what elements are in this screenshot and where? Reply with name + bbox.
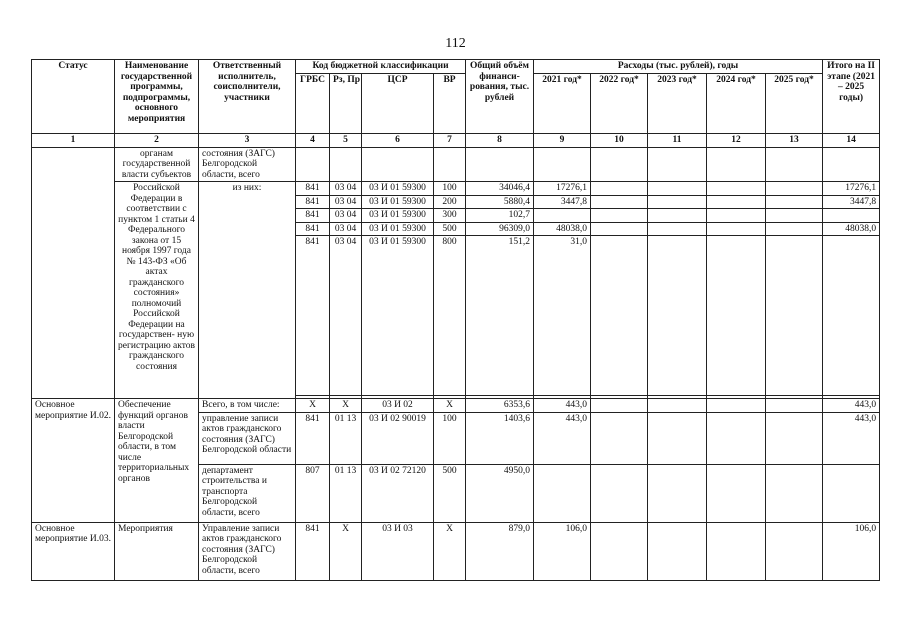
column-number: 10 xyxy=(591,133,648,147)
total-cell: 151,2 xyxy=(466,236,534,396)
y2024-cell xyxy=(707,222,766,236)
header-executor: Ответственный исполнитель, соисполнители, участники xyxy=(199,60,296,134)
y2021-cell: 17276,1 xyxy=(534,182,591,196)
total-cell: 4950,0 xyxy=(466,464,534,522)
vr-cell: 300 xyxy=(434,209,466,223)
y2021-cell xyxy=(534,464,591,522)
column-number: 7 xyxy=(434,133,466,147)
y2025-cell xyxy=(766,222,823,236)
rzpr-cell: 01 13 xyxy=(330,412,362,464)
y2021-cell: 443,0 xyxy=(534,412,591,464)
column-number: 2 xyxy=(115,133,199,147)
sum-cell: 17276,1 xyxy=(823,182,880,196)
table-row xyxy=(32,522,880,580)
csr-cell: 03 И 02 72120 xyxy=(362,464,434,522)
rzpr-cell: 03 04 xyxy=(330,182,362,196)
rzpr-cell: 01 13 xyxy=(330,464,362,522)
vr-cell: 800 xyxy=(434,236,466,396)
header-2021: 2021 год* xyxy=(534,73,591,133)
vr-cell: 100 xyxy=(434,182,466,196)
total-cell: 1403,6 xyxy=(466,412,534,464)
rzpr-cell: X xyxy=(330,399,362,413)
column-number: 1 xyxy=(32,133,115,147)
header-grbs: ГРБС xyxy=(296,73,330,133)
sum-cell xyxy=(823,209,880,223)
vr-cell: 500 xyxy=(434,464,466,522)
program-name-cell: Мероприятия xyxy=(115,522,199,580)
sum-cell: 48038,0 xyxy=(823,222,880,236)
header-2022: 2022 год* xyxy=(591,73,648,133)
csr-cell: 03 И 02 90019 xyxy=(362,412,434,464)
executor-cell: Управление записи актов гражданского состояния (ЗАГС) Белгородской области, всего xyxy=(199,522,296,580)
y2025-cell xyxy=(766,195,823,209)
table-row xyxy=(32,399,880,413)
csr-cell: 03 И 01 59300 xyxy=(362,195,434,209)
y2022-cell xyxy=(591,195,648,209)
y2022-cell xyxy=(591,236,648,396)
y2024-cell xyxy=(707,182,766,196)
grbs-cell: 841 xyxy=(296,522,330,580)
executor-cell: состояния (ЗАГС) Белгородской области, всего xyxy=(199,147,296,182)
header-2023: 2023 год* xyxy=(648,73,707,133)
header-2025: 2025 год* xyxy=(766,73,823,133)
header-row xyxy=(32,60,880,74)
column-number: 14 xyxy=(823,133,880,147)
sum-cell: 443,0 xyxy=(823,412,880,464)
y2025-cell xyxy=(766,182,823,196)
vr-cell: 200 xyxy=(434,195,466,209)
column-number-row xyxy=(32,133,880,147)
status-cell: Основное мероприятие И.03. xyxy=(32,522,115,580)
rzpr-cell: 03 04 xyxy=(330,195,362,209)
grbs-cell: 807 xyxy=(296,464,330,522)
csr-cell: 03 И 01 59300 xyxy=(362,209,434,223)
y2021-cell: 31,0 xyxy=(534,236,591,396)
csr-cell: 03 И 01 59300 xyxy=(362,182,434,196)
header-total-stage: Итого на II этапе (2021 – 2025 годы) xyxy=(823,60,880,134)
program-name-rest: Российской Федерации в соответствии с пунктом 1 статьи 4 Федерального закона от 15 ноября 1997 года № 143-ФЗ «Об актах гражданского состояния» полномочий Российской Федерации на государствен- ную регистрацию актов гражданского состояния xyxy=(115,182,199,399)
vr-cell: 100 xyxy=(434,412,466,464)
executor-cell: Всего, в том числе: xyxy=(199,399,296,413)
grbs-cell: 841 xyxy=(296,412,330,464)
csr-cell: 03 И 01 59300 xyxy=(362,222,434,236)
executor-cell: управление записи актов гражданского состояния (ЗАГС) Белгородской области xyxy=(199,412,296,464)
total-cell: 879,0 xyxy=(466,522,534,580)
header-vr: ВР xyxy=(434,73,466,133)
total-cell: 102,7 xyxy=(466,209,534,223)
program-name-top: органам государственной власти субъектов xyxy=(115,147,199,182)
y2021-cell xyxy=(534,209,591,223)
table-row xyxy=(32,182,880,196)
y2024-cell xyxy=(707,209,766,223)
csr-cell: 03 И 03 xyxy=(362,522,434,580)
sum-cell: 3447,8 xyxy=(823,195,880,209)
status-cell: Основное мероприятие И.02. xyxy=(32,399,115,523)
status-cell-empty xyxy=(32,147,115,399)
y2023-cell xyxy=(648,236,707,396)
header-csr: ЦСР xyxy=(362,73,434,133)
y2021-cell: 48038,0 xyxy=(534,222,591,236)
page-number: 112 xyxy=(445,36,466,51)
y2021-cell: 106,0 xyxy=(534,522,591,580)
total-cell: 34046,4 xyxy=(466,182,534,196)
rzpr-cell: 03 04 xyxy=(330,209,362,223)
grbs-cell: 841 xyxy=(296,236,330,396)
budget-table xyxy=(31,59,880,581)
column-number: 13 xyxy=(766,133,823,147)
sum-cell xyxy=(823,236,880,396)
column-number: 9 xyxy=(534,133,591,147)
header-rzpr: Рз, Пр xyxy=(330,73,362,133)
y2023-cell xyxy=(648,182,707,196)
y2023-cell xyxy=(648,222,707,236)
rzpr-cell: 03 04 xyxy=(330,222,362,236)
y2024-cell xyxy=(707,195,766,209)
y2025-cell xyxy=(766,209,823,223)
grbs-cell: 841 xyxy=(296,222,330,236)
executor-sub-cell: из них: xyxy=(199,182,296,399)
header-expenses: Расходы (тыс. рублей), годы xyxy=(534,60,823,74)
y2021-cell: 443,0 xyxy=(534,399,591,413)
vr-cell: X xyxy=(434,399,466,413)
sum-cell: 106,0 xyxy=(823,522,880,580)
column-number: 11 xyxy=(648,133,707,147)
program-name-cell: Обеспечение функций органов власти Белгородской области, в том числе территориальных органов xyxy=(115,399,199,523)
y2021-cell: 3447,8 xyxy=(534,195,591,209)
total-cell: 96309,0 xyxy=(466,222,534,236)
sum-cell: 443,0 xyxy=(823,399,880,413)
executor-cell: департамент строительства и транспорта Белгородской области, всего xyxy=(199,464,296,522)
y2022-cell xyxy=(591,222,648,236)
grbs-cell: 841 xyxy=(296,209,330,223)
column-number: 8 xyxy=(466,133,534,147)
vr-cell: 500 xyxy=(434,222,466,236)
header-2024: 2024 год* xyxy=(707,73,766,133)
y2025-cell xyxy=(766,236,823,396)
header-name: Наименование государственной программы, подпрограммы, основного мероприятия xyxy=(115,60,199,134)
vr-cell: X xyxy=(434,522,466,580)
rzpr-cell: X xyxy=(330,522,362,580)
y2023-cell xyxy=(648,195,707,209)
header-total-volume: Общий объём финанси- рования, тыс. рублей xyxy=(466,60,534,134)
header-budget-code: Код бюджетной классификации xyxy=(296,60,466,74)
y2022-cell xyxy=(591,182,648,196)
column-number: 5 xyxy=(330,133,362,147)
y2024-cell xyxy=(707,236,766,396)
y2022-cell xyxy=(591,209,648,223)
csr-cell: 03 И 02 xyxy=(362,399,434,413)
grbs-cell: X xyxy=(296,399,330,413)
grbs-cell: 841 xyxy=(296,195,330,209)
csr-cell: 03 И 01 59300 xyxy=(362,236,434,396)
rzpr-cell: 03 04 xyxy=(330,236,362,396)
column-number: 6 xyxy=(362,133,434,147)
total-cell: 6353,6 xyxy=(466,399,534,413)
table-row xyxy=(32,147,880,182)
sum-cell xyxy=(823,464,880,522)
column-number: 3 xyxy=(199,133,296,147)
column-number: 12 xyxy=(707,133,766,147)
grbs-cell: 841 xyxy=(296,182,330,196)
column-number: 4 xyxy=(296,133,330,147)
y2023-cell xyxy=(648,209,707,223)
header-status: Статус xyxy=(32,60,115,134)
total-cell: 5880,4 xyxy=(466,195,534,209)
